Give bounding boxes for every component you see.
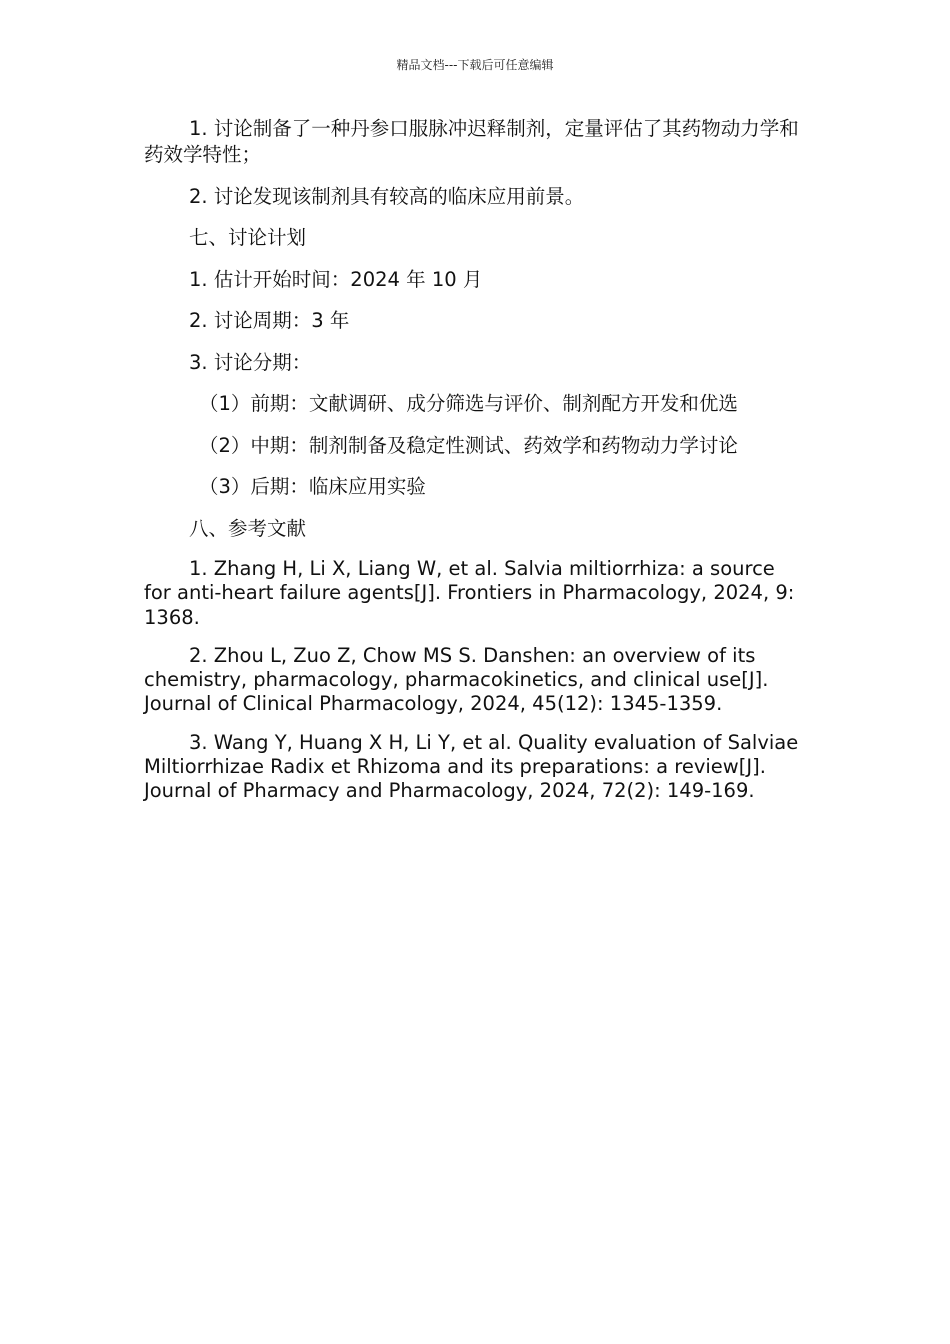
plan-start-time: 1. 估计开始时间：2024 年 10 月 — [189, 267, 483, 291]
reference-item-3: 3. Wang Y, Huang X H, Li Y, et al. Quality evaluation of Salviae Miltiorrhizae Radix et Rhizoma and its preparations: a review[J]. Journal of Pharmacy and Pharmacology, 2024, 72(2): 149-169. — [144, 730, 799, 803]
page-header: 精品文档---下载后可任意编辑 — [396, 58, 554, 72]
section-heading-plan: 七、讨论计划 — [189, 226, 307, 249]
result-item-2: 2. 讨论发现该制剂具有较高的临床应用前景。 — [189, 184, 585, 208]
plan-stage-early: （1）前期：文献调研、成分筛选与评价、制剂配方开发和优选 — [199, 392, 738, 415]
document-body — [144, 116, 806, 818]
reference-item-1: 1. Zhang H, Li X, Liang W, et al. Salvia miltiorrhiza: a source for anti-heart failure agents[J]. Frontiers in Pharmacology, 2024, 9: 1368. — [144, 557, 795, 629]
plan-stage-late: （3）后期：临床应用实验 — [199, 475, 426, 498]
plan-stages-label: 3. 讨论分期： — [189, 350, 312, 374]
section-heading-references: 八、参考文献 — [189, 516, 307, 540]
result-item-1: 1. 讨论制备了一种丹参口服脉冲迟释制剂，定量评估了其药物动力学和药效学特性； — [144, 117, 799, 166]
plan-period: 2. 讨论周期：3 年 — [189, 309, 350, 332]
plan-stage-middle: （2）中期：制剂制备及稳定性测试、药效学和药物动力学讨论 — [199, 433, 738, 457]
reference-item-2: 2. Zhou L, Zuo Z, Chow MS S. Danshen: an overview of its chemistry, pharmacology, pharmacokinetics, and clinical use[J]. Journal of Clinical Pharmacology, 2024, 45(12): 1345-1359. — [144, 643, 769, 716]
